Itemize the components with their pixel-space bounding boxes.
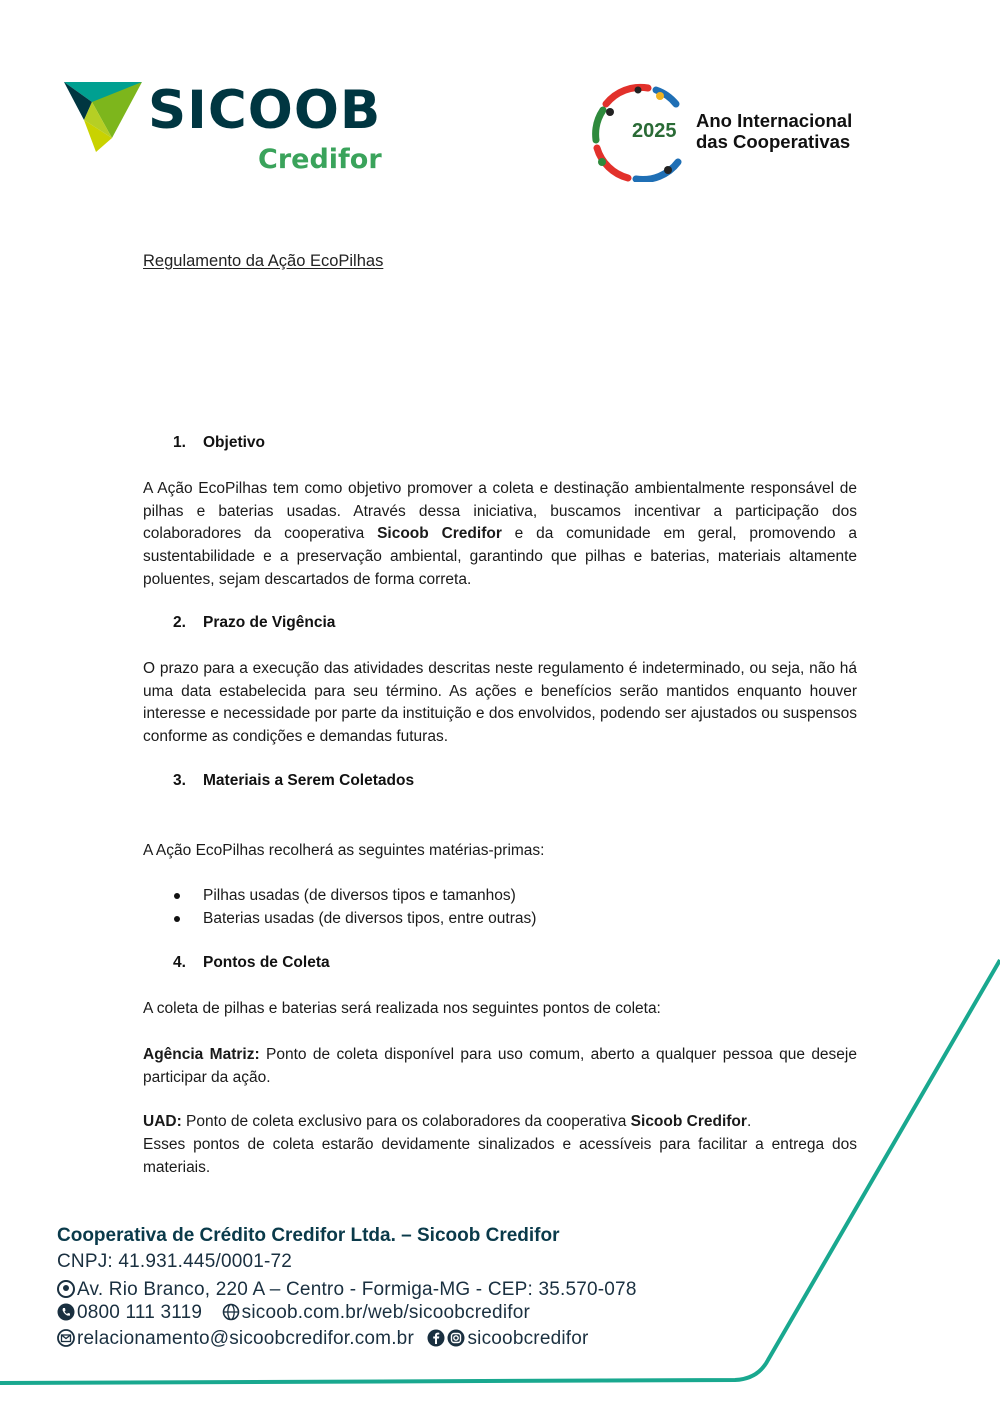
footer-email[interactable]: relacionamento@sicoobcredifor.com.br <box>77 1328 414 1349</box>
email-icon <box>57 1329 75 1347</box>
sicoob-symbol-icon <box>62 80 152 160</box>
iyc-line-1: Ano Internacional <box>696 110 853 131</box>
list-item: Baterias usadas (de diversos tipos, entre outras) <box>173 908 536 931</box>
section-title: Materiais a Serem Coletados <box>203 772 415 789</box>
footer-address-row <box>57 1279 637 1301</box>
section-number: 1. <box>173 434 186 451</box>
section-number: 4. <box>173 954 186 971</box>
section-title: Prazo de Vigência <box>203 614 336 631</box>
footer-cnpj: CNPJ: 41.931.445/0001-72 <box>57 1251 293 1272</box>
brand-name: SICOOB <box>148 80 382 141</box>
uad-paragraph <box>143 1111 857 1134</box>
text-run: . <box>746 1113 752 1130</box>
section-number: 2. <box>173 614 186 631</box>
facebook-icon <box>427 1329 445 1347</box>
footer-company: Cooperativa de Crédito Credifor Ltda. – Sicoob Credifor <box>57 1225 560 1246</box>
materials-list <box>173 885 536 930</box>
footer-email-row <box>57 1328 589 1350</box>
location-pin-icon <box>57 1280 75 1298</box>
iyc-year: 2025 <box>632 120 677 142</box>
footer-social[interactable]: sicoobcredifor <box>467 1328 589 1349</box>
section-1-heading <box>173 434 265 452</box>
section-1-paragraph <box>143 478 857 592</box>
footer-address: Av. Rio Branco, 220 A – Centro - Formiga-MG - CEP: 35.570-078 <box>77 1279 637 1300</box>
bold-run: Agência Matriz: <box>143 1046 260 1063</box>
globe-icon <box>222 1303 240 1321</box>
text-run: e da comunidade em geral, promovendo a sustentabilidade e a preservação ambiental, garantindo que pilhas e baterias, materiais altamente poluentes, sejam descartados de forma correta. <box>143 525 858 588</box>
agencia-matriz-paragraph <box>143 1044 857 1089</box>
section-3-paragraph: A Ação EcoPilhas recolherá as seguintes matérias-primas: <box>143 842 545 859</box>
document-title: Regulamento da Ação EcoPilhas <box>143 252 384 270</box>
phone-icon <box>57 1303 75 1321</box>
section-number: 3. <box>173 772 186 789</box>
footer-phone[interactable]: 0800 111 3119 <box>77 1302 203 1323</box>
sicoob-credifor-logo <box>62 80 392 190</box>
text-run: Ponto de coleta disponível para uso comum, aberto a qualquer pessoa que deseje participar da ação. <box>143 1046 857 1086</box>
section-2-heading <box>173 614 335 632</box>
section-title: Objetivo <box>203 434 266 451</box>
text-run: Ponto de coleta exclusivo para os colaboradores da cooperativa <box>181 1113 631 1130</box>
iyc-2025-logo <box>588 82 878 182</box>
section-3-heading <box>173 772 414 790</box>
brand-sub: Credifor <box>258 144 382 175</box>
section-title: Pontos de Coleta <box>203 954 330 971</box>
bold-run: Sicoob Credifor <box>630 1113 747 1130</box>
iyc-title <box>696 110 852 152</box>
collection-points-note: Esses pontos de coleta estarão devidamente sinalizados e acessíveis para facilitar a entrega dos materiais. <box>143 1136 857 1176</box>
bold-run: UAD: <box>143 1113 182 1130</box>
section-4-heading <box>173 954 330 972</box>
text-run: A Ação EcoPilhas tem como objetivo promover a coleta e destinação ambientalmente responsável de pilhas e baterias usadas. Através dessa iniciativa, buscamos incentivar a participação dos colaboradores da cooperativa <box>143 480 857 543</box>
list-item: Pilhas usadas (de diversos tipos e tamanhos) <box>173 885 536 908</box>
footer-contact-row <box>57 1302 530 1324</box>
footer-website[interactable]: sicoob.com.br/web/sicoobcredifor <box>241 1302 531 1323</box>
bold-run: Sicoob Credifor <box>377 525 502 543</box>
section-2-paragraph: O prazo para a execução das atividades descritas neste regulamento é indeterminado, ou seja, não há uma data estabelecida para seu término. As ações e benefícios serão mantidos enquanto houver interesse e necessidade por parte da instituição e dos envolvidos, podendo ser ajustados ou suspensos conforme as condições e demandas futuras. <box>143 660 857 746</box>
iyc-line-2: das Cooperativas <box>696 131 851 152</box>
section-4-intro: A coleta de pilhas e baterias será realizada nos seguintes pontos de coleta: <box>143 1000 661 1017</box>
instagram-icon <box>447 1329 465 1347</box>
